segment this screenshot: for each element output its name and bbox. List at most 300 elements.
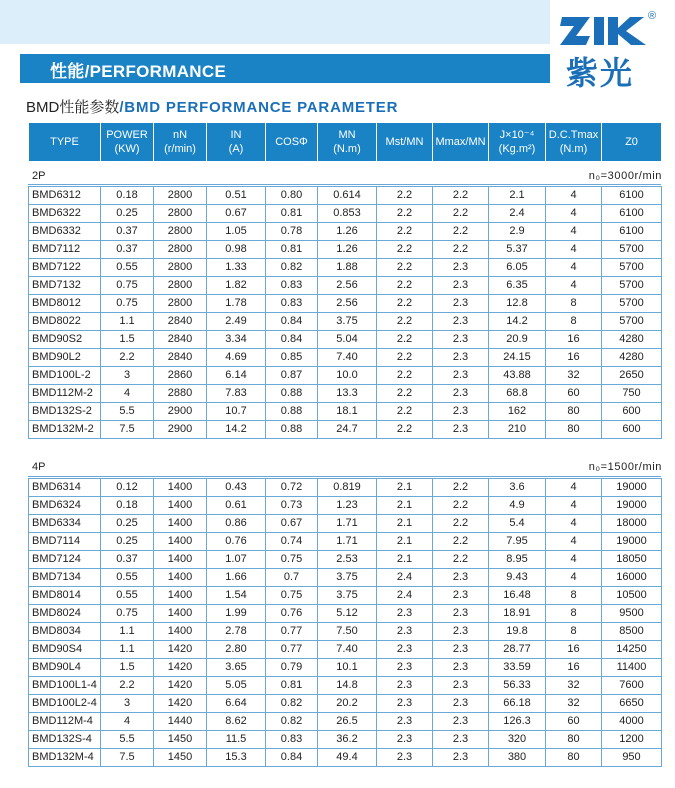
model-cell: BMD6334 [29,515,101,533]
group-note-2p: n₀=3000r/min [588,170,662,182]
value-cell: 1400 [154,605,207,623]
value-cell: 2.3 [377,713,433,731]
value-cell: 36.2 [318,731,377,749]
value-cell: 8 [546,605,602,623]
value-cell: 7.40 [318,349,377,367]
value-cell: 2.3 [433,641,489,659]
value-cell: 1420 [154,695,207,713]
value-cell: 2840 [154,349,207,367]
value-cell: 28.77 [489,641,546,659]
value-cell: 14.2 [489,313,546,331]
value-cell: 0.75 [101,295,154,313]
value-cell: 2.3 [433,605,489,623]
logo-chinese-name: 紫光 [566,54,635,92]
value-cell: 2.3 [433,713,489,731]
value-cell: 2.56 [318,277,377,295]
column-header-line1: nN [172,129,188,141]
column-header-line1: MN [338,129,356,141]
column-header [266,123,318,162]
value-cell: 1400 [154,569,207,587]
value-cell: 19000 [602,479,662,497]
value-cell: 1400 [154,515,207,533]
value-cell: 2.1 [377,551,433,569]
table-2p [28,186,662,439]
value-cell: 0.43 [207,479,266,497]
model-cell: BMD8014 [29,587,101,605]
value-cell: 7.95 [489,533,546,551]
value-cell: 2800 [154,223,207,241]
value-cell: 2.80 [207,641,266,659]
value-cell: 2.1 [377,479,433,497]
value-cell: 2.2 [433,205,489,223]
table-row [29,749,662,767]
value-cell: 1.07 [207,551,266,569]
value-cell: 0.82 [266,713,318,731]
value-cell: 0.73 [266,497,318,515]
value-cell: 0.819 [318,479,377,497]
value-cell: 1450 [154,731,207,749]
model-cell: BMD132S-2 [29,403,101,421]
value-cell: 32 [546,695,602,713]
value-cell: 2.3 [377,641,433,659]
column-header [207,123,266,162]
value-cell: 19.8 [489,623,546,641]
value-cell: 56.33 [489,677,546,695]
value-cell: 0.82 [266,259,318,277]
value-cell: 2800 [154,205,207,223]
value-cell: 32 [546,677,602,695]
table-row [29,313,662,331]
value-cell: 0.37 [101,241,154,259]
model-cell: BMD100L-2 [29,367,101,385]
value-cell: 1.54 [207,587,266,605]
table-row [29,515,662,533]
value-cell: 4 [546,241,602,259]
value-cell: 2.3 [377,731,433,749]
table-subtitle [26,96,398,117]
value-cell: 0.75 [266,551,318,569]
value-cell: 2.2 [377,277,433,295]
column-header-line1: Mmax/MN [435,136,486,148]
value-cell: 4 [546,205,602,223]
value-cell: 6650 [602,695,662,713]
value-cell: 0.80 [266,187,318,205]
value-cell: 4280 [602,331,662,349]
value-cell: 2.1 [377,497,433,515]
value-cell: 8.62 [207,713,266,731]
column-header-line1: IN [230,129,242,141]
value-cell: 1.1 [101,641,154,659]
table-row [29,695,662,713]
value-cell: 2.3 [433,677,489,695]
value-cell: 1.26 [318,241,377,259]
value-cell: 2.3 [433,695,489,713]
value-cell: 4 [546,479,602,497]
value-cell: 2840 [154,313,207,331]
value-cell: 2.3 [433,421,489,439]
value-cell: 2.3 [433,587,489,605]
banner-title: 性能/PERFORMANCE [50,62,227,81]
value-cell: 2.4 [377,587,433,605]
value-cell: 2800 [154,241,207,259]
value-cell: 0.18 [101,497,154,515]
value-cell: 2800 [154,295,207,313]
column-header [377,123,433,162]
column-header [101,123,154,162]
value-cell: 18000 [602,515,662,533]
value-cell: 0.72 [266,479,318,497]
value-cell: 3.75 [318,313,377,331]
value-cell: 0.12 [101,479,154,497]
value-cell: 2.2 [377,385,433,403]
value-cell: 13.3 [318,385,377,403]
value-cell: 2.3 [433,749,489,767]
value-cell: 10500 [602,587,662,605]
value-cell: 2.3 [433,731,489,749]
value-cell: 0.55 [101,259,154,277]
value-cell: 0.76 [207,533,266,551]
brand-logo [556,8,666,92]
value-cell: 8 [546,623,602,641]
value-cell: 16000 [602,569,662,587]
value-cell: 0.37 [101,223,154,241]
value-cell: 0.84 [266,313,318,331]
model-cell: BMD100L2-4 [29,695,101,713]
value-cell: 2.3 [377,623,433,641]
value-cell: 3 [101,367,154,385]
value-cell: 16 [546,331,602,349]
table-row [29,533,662,551]
value-cell: 5.04 [318,331,377,349]
value-cell: 4 [546,187,602,205]
value-cell: 7600 [602,677,662,695]
value-cell: 10.7 [207,403,266,421]
model-cell: BMD7124 [29,551,101,569]
value-cell: 1.5 [101,331,154,349]
table-row [29,241,662,259]
model-cell: BMD7134 [29,569,101,587]
column-header-line1: Mst/MN [385,136,424,148]
model-cell: BMD90S4 [29,641,101,659]
value-cell: 1.66 [207,569,266,587]
value-cell: 3.75 [318,587,377,605]
value-cell: 20.2 [318,695,377,713]
value-cell: 8 [546,313,602,331]
value-cell: 1.5 [101,659,154,677]
value-cell: 2.2 [433,515,489,533]
value-cell: 7.40 [318,641,377,659]
value-cell: 1400 [154,497,207,515]
value-cell: 49.4 [318,749,377,767]
value-cell: 3 [101,695,154,713]
value-cell: 8500 [602,623,662,641]
value-cell: 33.59 [489,659,546,677]
value-cell: 80 [546,403,602,421]
value-cell: 24.15 [489,349,546,367]
table-row [29,623,662,641]
value-cell: 16 [546,641,602,659]
value-cell: 2.1 [377,533,433,551]
table-row [29,659,662,677]
column-header-line1: Z0 [625,136,638,148]
value-cell: 80 [546,731,602,749]
value-cell: 4000 [602,713,662,731]
value-cell: 6.35 [489,277,546,295]
value-cell: 7.50 [318,623,377,641]
value-cell: 0.81 [266,677,318,695]
value-cell: 0.86 [207,515,266,533]
value-cell: 5700 [602,295,662,313]
table-row [29,259,662,277]
value-cell: 60 [546,713,602,731]
value-cell: 2.3 [433,403,489,421]
value-cell: 750 [602,385,662,403]
group-note-4p: n₀=1500r/min [588,461,662,473]
value-cell: 1.23 [318,497,377,515]
value-cell: 0.55 [101,587,154,605]
value-cell: 16 [546,349,602,367]
value-cell: 2.3 [377,695,433,713]
value-cell: 18050 [602,551,662,569]
value-cell: 1.71 [318,533,377,551]
value-cell: 2.2 [377,205,433,223]
value-cell: 2.2 [377,187,433,205]
model-cell: BMD132M-2 [29,421,101,439]
value-cell: 0.98 [207,241,266,259]
value-cell: 0.74 [266,533,318,551]
value-cell: 2.2 [101,677,154,695]
value-cell: 4.69 [207,349,266,367]
table-row [29,569,662,587]
model-cell: BMD112M-4 [29,713,101,731]
value-cell: 1.78 [207,295,266,313]
value-cell: 14.8 [318,677,377,695]
table-row [29,731,662,749]
value-cell: 2840 [154,331,207,349]
value-cell: 1.05 [207,223,266,241]
subtitle-en: /BMD PERFORMANCE PARAMETER [119,99,399,116]
value-cell: 380 [489,749,546,767]
value-cell: 66.18 [489,695,546,713]
value-cell: 2.2 [377,259,433,277]
value-cell: 0.25 [101,515,154,533]
value-cell: 320 [489,731,546,749]
value-cell: 14250 [602,641,662,659]
model-cell: BMD90L2 [29,349,101,367]
value-cell: 5700 [602,277,662,295]
value-cell: 0.67 [266,515,318,533]
column-header-line2: (N.m) [559,143,588,155]
value-cell: 2.3 [433,367,489,385]
value-cell: 43.88 [489,367,546,385]
value-cell: 1.1 [101,623,154,641]
value-cell: 2.3 [433,259,489,277]
value-cell: 4 [546,223,602,241]
model-cell: BMD8012 [29,295,101,313]
value-cell: 2.2 [433,533,489,551]
value-cell: 9500 [602,605,662,623]
column-header-line2: (KW) [114,143,140,155]
value-cell: 2880 [154,385,207,403]
value-cell: 26.5 [318,713,377,731]
value-cell: 1400 [154,479,207,497]
value-cell: 1400 [154,587,207,605]
value-cell: 10.0 [318,367,377,385]
value-cell: 12.8 [489,295,546,313]
value-cell: 5700 [602,313,662,331]
value-cell: 5700 [602,241,662,259]
column-header [318,123,377,162]
model-cell: BMD6324 [29,497,101,515]
value-cell: 1.99 [207,605,266,623]
table-row [29,479,662,497]
table-row [29,713,662,731]
group-separator [28,184,661,185]
value-cell: 5.5 [101,731,154,749]
value-cell: 2.2 [433,551,489,569]
value-cell: 19000 [602,497,662,515]
column-header-line1: D.C.Tmax [548,129,599,141]
model-cell: BMD90S2 [29,331,101,349]
model-cell: BMD132S-4 [29,731,101,749]
value-cell: 2.3 [377,749,433,767]
value-cell: 2.53 [318,551,377,569]
value-cell: 20.9 [489,331,546,349]
value-cell: 0.67 [207,205,266,223]
table-row [29,605,662,623]
table-4p [28,478,662,767]
column-header-line1: POWER [106,129,148,141]
value-cell: 2.2 [377,295,433,313]
value-cell: 10.1 [318,659,377,677]
value-cell: 0.18 [101,187,154,205]
value-cell: 5.4 [489,515,546,533]
value-cell: 5.05 [207,677,266,695]
value-cell: 0.75 [101,605,154,623]
value-cell: 2.2 [377,367,433,385]
value-cell: 0.83 [266,277,318,295]
model-cell: BMD90L4 [29,659,101,677]
value-cell: 0.88 [266,385,318,403]
value-cell: 1.71 [318,515,377,533]
model-cell: BMD7132 [29,277,101,295]
value-cell: 4 [101,713,154,731]
model-cell: BMD8024 [29,605,101,623]
value-cell: 2800 [154,187,207,205]
value-cell: 1.33 [207,259,266,277]
value-cell: 2.2 [377,223,433,241]
value-cell: 4 [546,497,602,515]
subtitle-cn: BMD性能参数 [26,99,120,116]
value-cell: 2.2 [433,187,489,205]
value-cell: 32 [546,367,602,385]
value-cell: 1.26 [318,223,377,241]
registered-mark: ® [648,10,657,22]
value-cell: 6100 [602,187,662,205]
model-cell: BMD100L1-4 [29,677,101,695]
value-cell: 2.4 [377,569,433,587]
value-cell: 2.1 [377,515,433,533]
value-cell: 16 [546,659,602,677]
value-cell: 8.95 [489,551,546,569]
model-cell: BMD7122 [29,259,101,277]
value-cell: 2900 [154,421,207,439]
value-cell: 2800 [154,259,207,277]
value-cell: 1420 [154,659,207,677]
value-cell: 0.77 [266,641,318,659]
value-cell: 2.2 [433,479,489,497]
value-cell: 19000 [602,533,662,551]
value-cell: 0.853 [318,205,377,223]
table-header [28,122,662,162]
value-cell: 5.37 [489,241,546,259]
value-cell: 0.87 [266,367,318,385]
value-cell: 0.81 [266,205,318,223]
value-cell: 2.3 [433,623,489,641]
model-cell: BMD112M-2 [29,385,101,403]
model-cell: BMD132M-4 [29,749,101,767]
group-label-2p: 2P [32,170,46,182]
table-row [29,277,662,295]
value-cell: 2650 [602,367,662,385]
value-cell: 5.12 [318,605,377,623]
column-header-line2: (Kg.m²) [498,143,536,155]
top-band [0,0,550,44]
value-cell: 0.25 [101,205,154,223]
value-cell: 0.83 [266,295,318,313]
value-cell: 2.2 [377,241,433,259]
value-cell: 0.51 [207,187,266,205]
value-cell: 0.79 [266,659,318,677]
value-cell: 4 [546,259,602,277]
value-cell: 0.55 [101,569,154,587]
column-header-line2: (A) [228,143,244,155]
table-row [29,331,662,349]
value-cell: 7.5 [101,749,154,767]
value-cell: 2.2 [377,349,433,367]
value-cell: 80 [546,749,602,767]
value-cell: 2.3 [433,313,489,331]
value-cell: 16.48 [489,587,546,605]
table-row [29,677,662,695]
table-row [29,295,662,313]
value-cell: 5.5 [101,403,154,421]
value-cell: 600 [602,421,662,439]
column-header [29,123,101,162]
column-header-line2: (r/min) [164,143,196,155]
value-cell: 2.3 [377,677,433,695]
column-header-line1: J×10⁻⁴ [499,129,535,141]
value-cell: 1440 [154,713,207,731]
value-cell: 2.2 [377,421,433,439]
model-cell: BMD6314 [29,479,101,497]
value-cell: 1420 [154,641,207,659]
value-cell: 0.61 [207,497,266,515]
value-cell: 9.43 [489,569,546,587]
value-cell: 1450 [154,749,207,767]
value-cell: 2.4 [489,205,546,223]
value-cell: 0.85 [266,349,318,367]
value-cell: 3.34 [207,331,266,349]
value-cell: 1.88 [318,259,377,277]
value-cell: 4.9 [489,497,546,515]
model-cell: BMD7112 [29,241,101,259]
column-header [602,123,662,162]
value-cell: 2.56 [318,295,377,313]
value-cell: 4 [546,533,602,551]
model-cell: BMD6322 [29,205,101,223]
value-cell: 0.37 [101,551,154,569]
